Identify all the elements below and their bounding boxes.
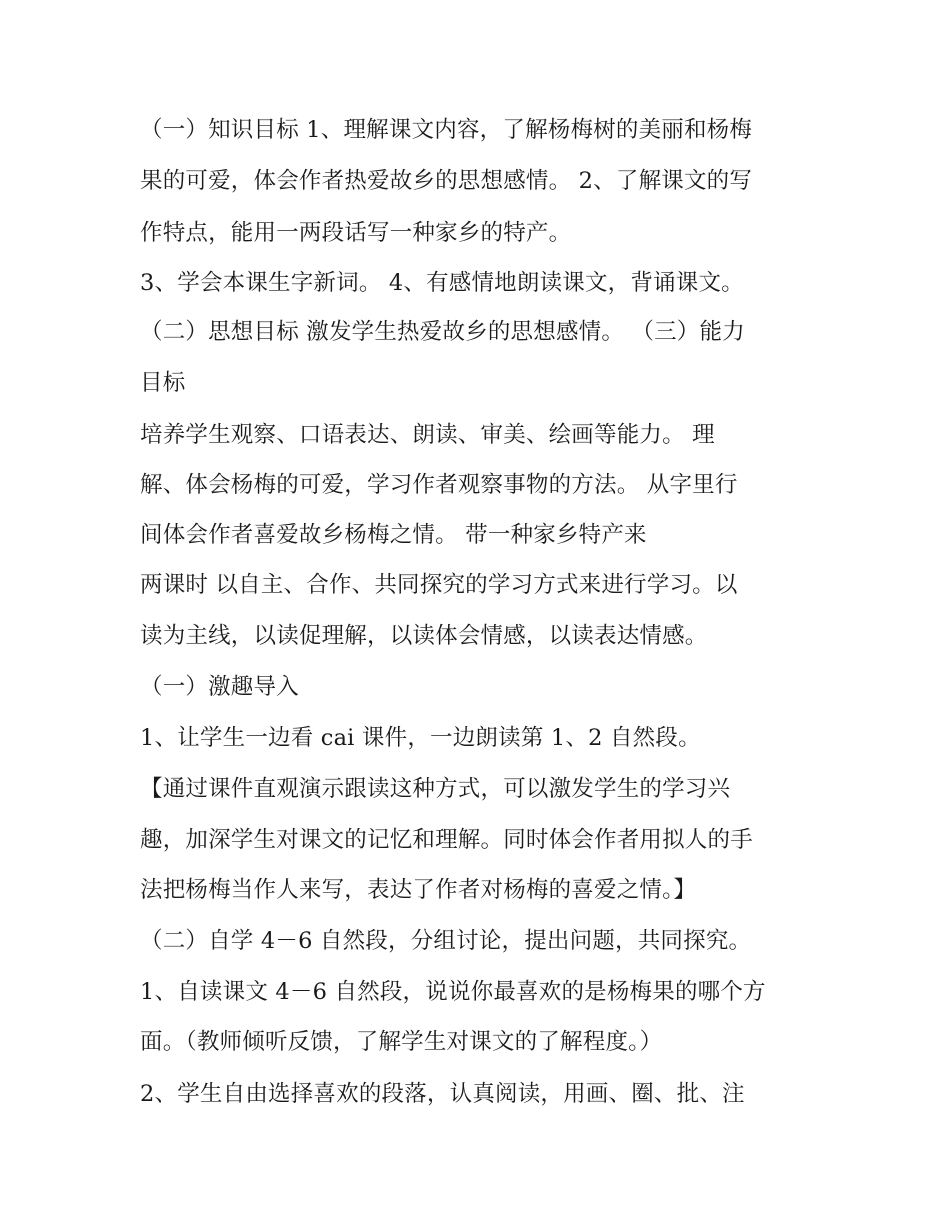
text-line: 1、让学生一边看 cai 课件，一边朗读第 1、2 自然段。 — [140, 725, 701, 751]
text-line: 1、自读课文 4－6 自然段，说说你最喜欢的是杨梅果的哪个方 — [140, 979, 766, 1005]
text-line: 间体会作者喜爱故乡杨梅之情。 带一种家乡特产来 — [140, 522, 647, 548]
text-line: 趣，加深学生对课文的记忆和理解。同时体会作者用拟人的手 — [140, 827, 753, 853]
text-line: 解、体会杨梅的可爱，学习作者观察事物的方法。 从字里行 — [140, 472, 738, 498]
text-line: 培养学生观察、口语表达、朗读、审美、绘画等能力。 理 — [140, 422, 715, 448]
text-line: 两课时 以自主、合作、共同探究的学习方式来进行学习。以 — [140, 572, 738, 598]
text-line: 作特点，能用一两段话写一种家乡的特产。 — [140, 220, 572, 246]
text-line: 面。（教师倾听反馈，了解学生对课文的了解程度。） — [140, 1029, 663, 1055]
text-line: 【通过课件直观演示跟读这种方式，可以激发学生的学习兴 — [140, 776, 731, 802]
text-line: 法把杨梅当作人来写，表达了作者对杨梅的喜爱之情。】 — [140, 877, 697, 903]
text-line: （一）激趣导入 — [140, 674, 299, 700]
text-line: （二）思想目标 激发学生热爱故乡的思想感情。 （三）能力 — [140, 319, 745, 345]
text-line: 2、学生自由选择喜欢的段落，认真阅读，用画、圈、批、注 — [140, 1081, 745, 1107]
text-line: （一）知识目标 1、理解课文内容，了解杨梅树的美丽和杨梅 — [140, 117, 753, 143]
text-line: 3、学会本课生字新词。 4、有感情地朗读课文，背诵课文。 — [140, 270, 744, 296]
text-line: 读为主线，以读促理解，以读体会情感，以读表达情感。 — [140, 623, 708, 649]
text-line: 目标 — [140, 370, 186, 396]
text-line: 果的可爱，体会作者热爱故乡的思想感情。 2、了解课文的写 — [140, 168, 753, 194]
text-line: （二）自学 4－6 自然段，分组讨论，提出问题，共同探究。 — [140, 928, 752, 954]
